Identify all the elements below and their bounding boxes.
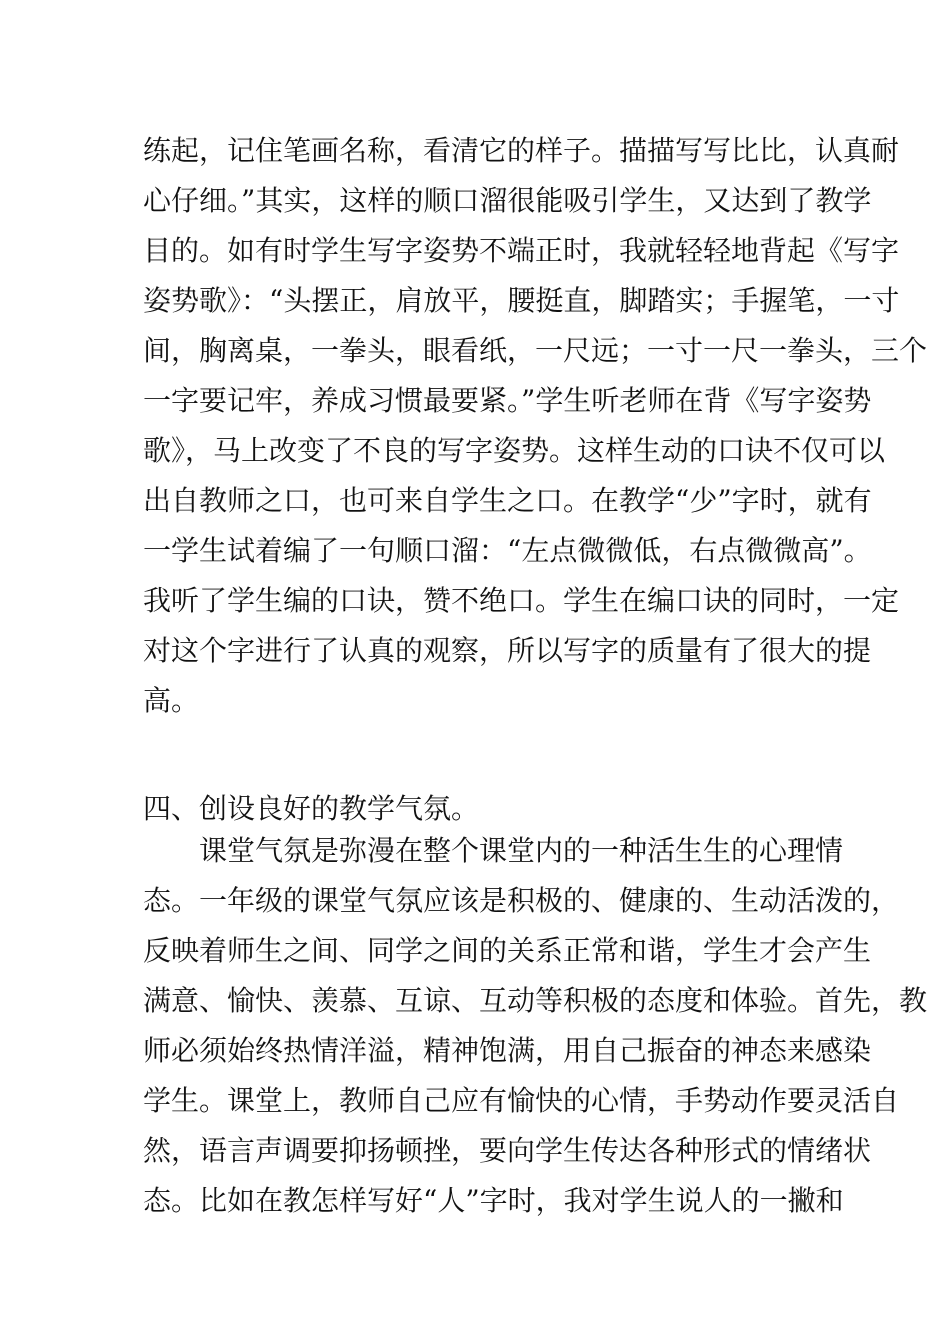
paragraph-line: 态。一年级的课堂气氛应该是积极的、健康的、生动活泼的， [143,884,900,917]
paragraph-line: 态。比如在教怎样写好“人”字时，我对学生说人的一撇和 [143,1184,844,1217]
paragraph-line: 歌》，马上改变了不良的写字姿势。这样生动的口诀不仅可以 [143,434,886,467]
paragraph-line: 反映着师生之间、同学之间的关系正常和谐，学生才会产生 [143,934,872,967]
paragraph-classroom-atmosphere [143,826,928,1226]
paragraph-line: 练起，记住笔画名称，看清它的样子。描描写写比比，认真耐 [143,134,900,167]
paragraph-line: 出自教师之口，也可来自学生之口。在教学“少”字时，就有 [143,484,872,517]
paragraph-line: 师必须始终热情洋溢，精神饱满，用自己振奋的神态来感染 [143,1034,872,1067]
paragraph-line: 目的。如有时学生写字姿势不端正时，我就轻轻地背起《写字 [143,234,900,267]
paragraph-continued [143,126,928,726]
paragraph-line: 间，胸离桌，一拳头，眼看纸，一尺远；一寸一尺一拳头，三个 [143,334,928,367]
paragraph-line: 然，语言声调要抑扬顿挫，要向学生传达各种形式的情绪状 [143,1134,872,1167]
paragraph-line: 高。 [143,684,200,717]
paragraph-line: 一学生试着编了一句顺口溜：“左点微微低，右点微微高”。 [143,534,872,567]
paragraph-line: 姿势歌》：“头摆正，肩放平，腰挺直，脚踏实；手握笔，一寸 [143,284,900,317]
paragraph-line: 一字要记牢，养成习惯最要紧。”学生听老师在背《写字姿势 [143,384,872,417]
paragraph-line: 心仔细。”其实，这样的顺口溜很能吸引学生，又达到了教学 [143,184,872,217]
paragraph-line: 满意、愉快、羡慕、互谅、互动等积极的态度和体验。首先，教 [143,984,928,1017]
paragraph-line: 学生。课堂上，教师自己应有愉快的心情，手势动作要灵活自 [143,1084,900,1117]
section-heading-text: 四、创设良好的教学气氛。 [143,792,480,825]
paragraph-line: 我听了学生编的口诀，赞不绝口。学生在编口诀的同时，一定 [143,584,900,617]
paragraph-line: 课堂气氛是弥漫在整个课堂内的一种活生生的心理情 [199,834,844,867]
paragraph-line: 对这个字进行了认真的观察，所以写字的质量有了很大的提 [143,634,872,667]
